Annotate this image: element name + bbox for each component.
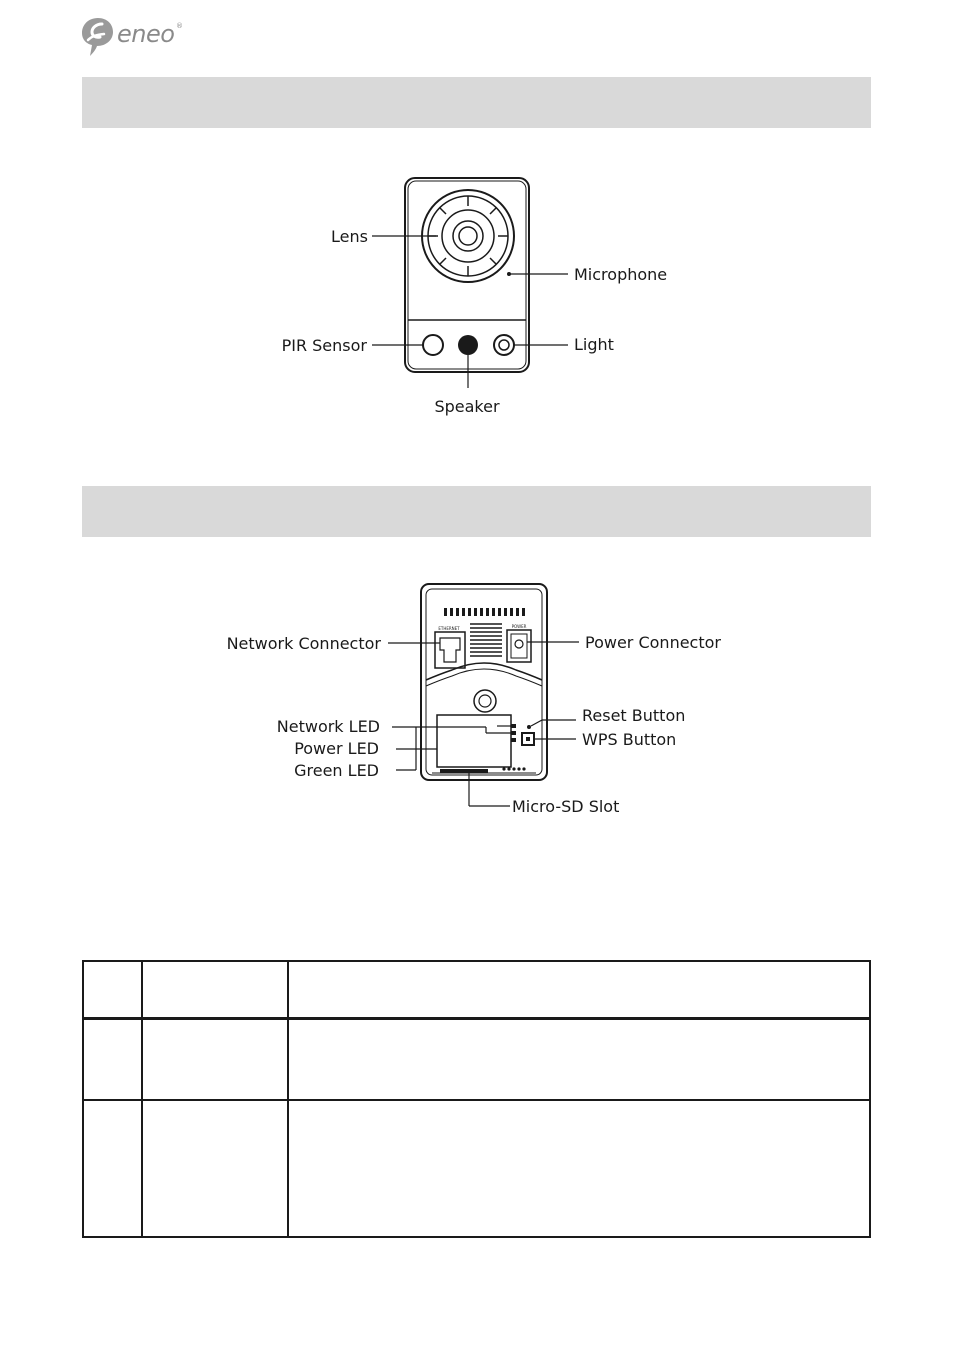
table-cell	[288, 961, 870, 1018]
label-power-connector: Power Connector	[585, 633, 721, 652]
power-port-icon	[507, 624, 531, 662]
label-plate	[437, 715, 511, 767]
table-cell	[288, 1018, 870, 1100]
label-micro-sd-slot: Micro-SD Slot	[512, 797, 620, 816]
svg-text:ETHERNET: ETHERNET	[438, 626, 460, 631]
network-led-icon	[511, 724, 516, 728]
label-wps-button: WPS Button	[582, 730, 677, 749]
micro-sd-slot-icon	[440, 769, 488, 773]
speaker-icon	[458, 335, 478, 355]
label-network-led: Network LED	[276, 717, 380, 736]
label-speaker: Speaker	[434, 397, 500, 416]
screw-icon	[474, 690, 496, 712]
section-heading-band-front	[82, 77, 871, 128]
table-cell	[142, 1018, 288, 1100]
table-row	[83, 1018, 870, 1100]
spec-table	[82, 960, 871, 1238]
label-power-led: Power LED	[294, 739, 379, 758]
green-led-icon	[511, 738, 516, 742]
reset-button-icon	[527, 725, 531, 729]
label-reset-button: Reset Button	[582, 706, 686, 725]
power-led-icon	[511, 731, 516, 735]
svg-text:POWER: POWER	[511, 624, 527, 629]
table-cell	[83, 1018, 142, 1100]
pir-sensor-icon	[423, 335, 443, 355]
label-microphone: Microphone	[574, 265, 668, 284]
label-lens: Lens	[331, 227, 368, 246]
ethernet-port-icon	[435, 626, 465, 668]
front-view-diagram	[0, 160, 953, 460]
table-header-row	[83, 961, 870, 1018]
back-view-diagram	[0, 570, 953, 830]
table-cell	[142, 1100, 288, 1237]
label-pir-sensor: PIR Sensor	[281, 336, 367, 355]
eneo-swirl-icon	[80, 16, 116, 58]
registered-mark: ®	[176, 22, 183, 30]
label-green-led: Green LED	[294, 761, 379, 780]
label-network-connector: Network Connector	[226, 634, 381, 653]
table-cell	[142, 961, 288, 1018]
eneo-logo	[80, 16, 190, 60]
brand-name: eneo	[117, 20, 175, 48]
table-cell	[83, 1100, 142, 1237]
table-cell	[83, 961, 142, 1018]
table-row	[83, 1100, 870, 1237]
section-heading-band-back	[82, 486, 871, 537]
table-cell	[288, 1100, 870, 1237]
label-light: Light	[574, 335, 614, 354]
